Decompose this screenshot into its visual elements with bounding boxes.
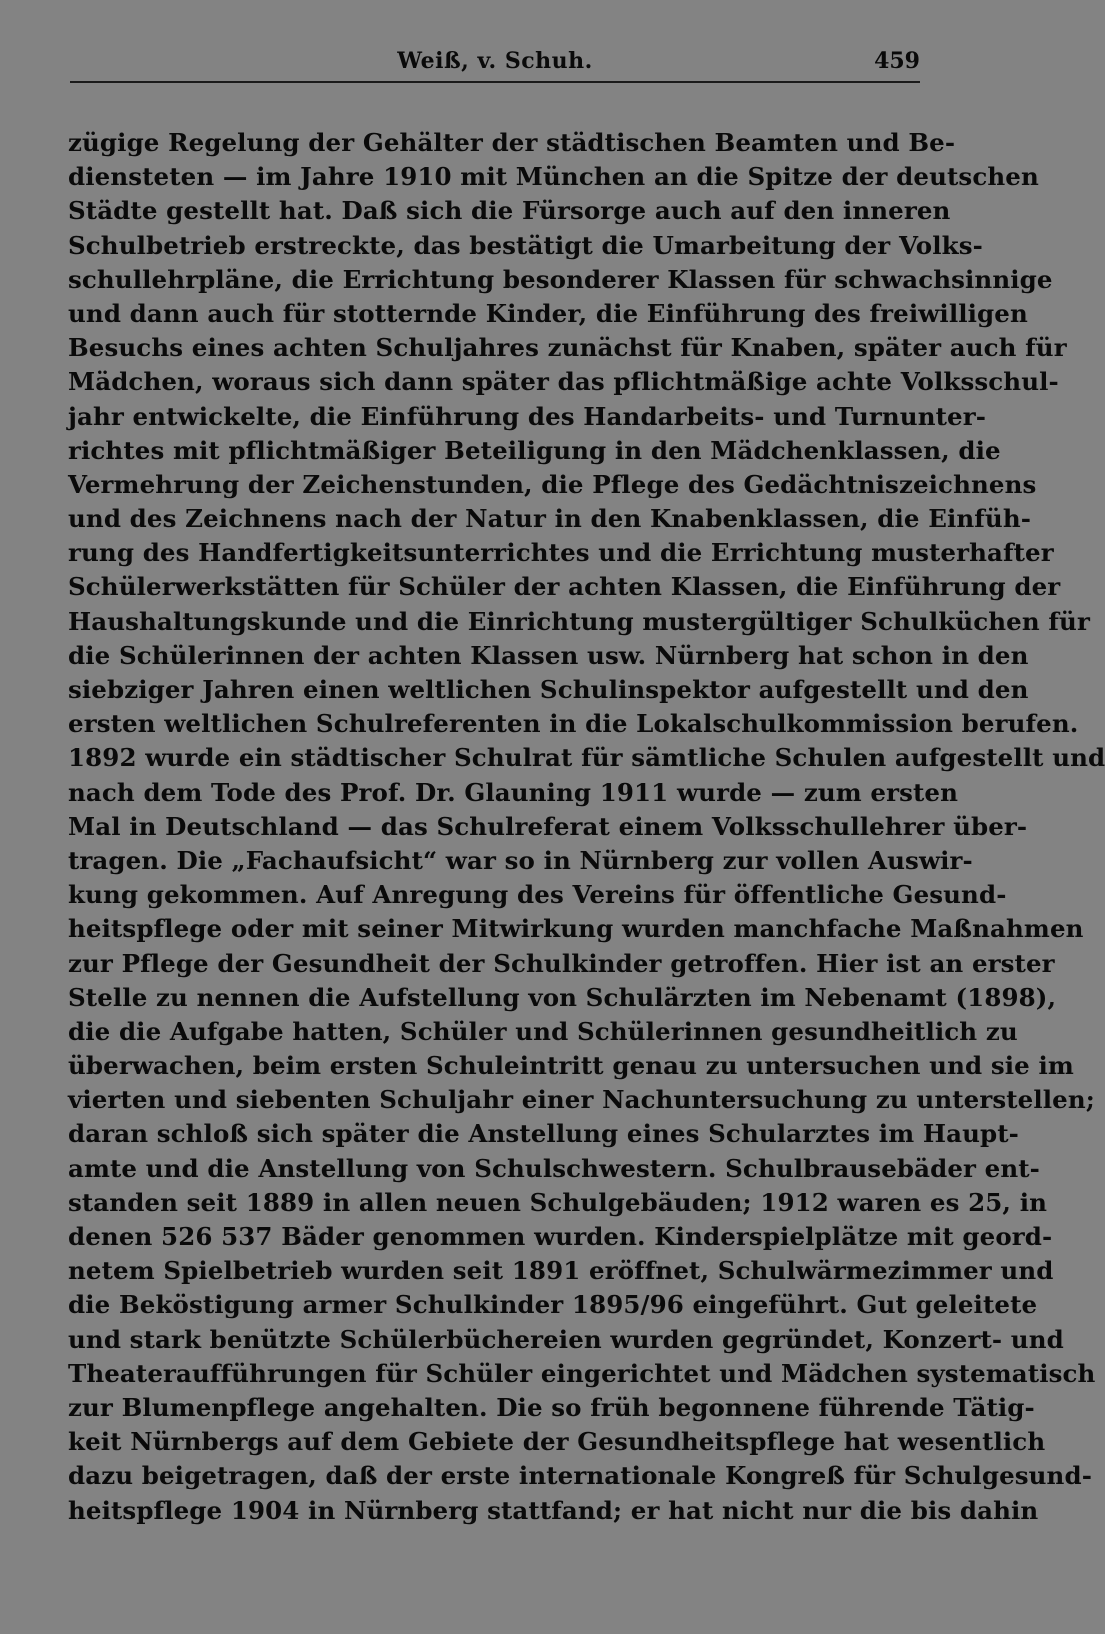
text-line: dazu beigetragen, daß der erste internationale Kongreß für Schulgesund- [68, 1461, 1092, 1491]
text-line: daran schloß sich später die Anstellung eines Schularztes im Haupt- [68, 1119, 1019, 1149]
text-line: die Schülerinnen der achten Klassen usw. Nürnberg hat schon in den [68, 640, 1029, 670]
text-line: richtes mit pflichtmäßiger Beteiligung in den Mädchenklassen, die [68, 435, 1001, 465]
page-number: 459 [874, 48, 920, 74]
text-line: Haushaltungskunde und die Einrichtung mustergültiger Schulküchen für [68, 606, 1090, 636]
text-line: und stark benützte Schülerbüchereien wurden gegründet, Konzert- und [68, 1324, 1064, 1354]
text-line: vierten und siebenten Schuljahr einer Nachuntersuchung zu unterstellen; [68, 1085, 1095, 1115]
text-line: denen 526 537 Bäder genommen wurden. Kinderspielplätze mit geord- [68, 1222, 1053, 1251]
text-line: schullehrpläne, die Errichtung besonderer Klassen für schwachsinnige [68, 264, 1053, 294]
text-line: Städte gestellt hat. Daß sich die Fürsorge auch auf den inneren [68, 196, 951, 226]
text-line: amte und die Anstellung von Schulschwestern. Schulbrausebäder ent- [68, 1153, 1040, 1183]
text-line: Besuchs eines achten Schuljahres zunächst für Knaben, später auch für [68, 333, 1067, 363]
text-line: 1892 wurde ein städtischer Schulrat für sämtliche Schulen aufgestellt und [68, 743, 1105, 773]
text-line: Mal in Deutschland — das Schulreferat einem Volksschullehrer über- [68, 811, 1028, 841]
text-line: Schulbetrieb erstreckte, das bestätigt die Umarbeitung der Volks- [68, 230, 983, 260]
text-line: netem Spielbetrieb wurden seit 1891 eröffnet, Schulwärmezimmer und [68, 1256, 1054, 1286]
text-line: heitspflege 1904 in Nürnberg stattfand; er hat nicht nur die bis dahin [68, 1495, 1039, 1525]
page-header [70, 48, 920, 88]
text-line: zügige Regelung der Gehälter der städtischen Beamten und Be- [68, 128, 956, 157]
text-line: diensteten — im Jahre 1910 mit München an die Spitze der deutschen [68, 162, 1039, 192]
text-line: standen seit 1889 in allen neuen Schulgebäuden; 1912 waren es 25, in [68, 1187, 1048, 1217]
text-line: ersten weltlichen Schulreferenten in die Lokalschulkommission berufen. [68, 709, 1079, 739]
text-line: rung des Handfertigkeitsunterrichtes und die Errichtung musterhafter [68, 538, 1054, 568]
text-line: tragen. Die „Fachaufsicht“ war so in Nürnberg zur vollen Auswir- [68, 845, 973, 875]
text-line: zur Pflege der Gesundheit der Schulkinder getroffen. Hier ist an erster [68, 948, 1055, 978]
header-rule [70, 81, 920, 83]
text-line: siebziger Jahren einen weltlichen Schulinspektor aufgestellt und den [68, 675, 1029, 704]
text-line: und des Zeichnens nach der Natur in den Knabenklassen, die Einfüh- [68, 504, 1032, 534]
text-line: Mädchen, woraus sich dann später das pflichtmäßige achte Volksschul- [68, 367, 1059, 397]
text-line: Schülerwerkstätten für Schüler der achten Klassen, die Einführung der [68, 572, 1061, 602]
text-line: nach dem Tode des Prof. Dr. Glauning 1911 wurde — zum ersten [68, 777, 959, 807]
text-line: die die Aufgabe hatten, Schüler und Schülerinnen gesundheitlich zu [68, 1016, 1018, 1046]
text-line: Theateraufführungen für Schüler eingerichtet und Mädchen systematisch [68, 1358, 1096, 1388]
text-line: die Beköstigung armer Schulkinder 1895/96 eingeführt. Gut geleitete [68, 1290, 1038, 1320]
running-head: Weiß, v. Schuh. [397, 48, 593, 74]
text-line: kung gekommen. Auf Anregung des Vereins für öffentliche Gesund- [68, 880, 1007, 910]
text-line: zur Blumenpflege angehalten. Die so früh begonnene führende Tätig- [68, 1392, 1035, 1422]
body-text [68, 126, 1105, 1528]
text-line: heitspflege oder mit seiner Mitwirkung wurden manchfache Maßnahmen [68, 914, 1084, 944]
text-line: Stelle zu nennen die Aufstellung von Schulärzten im Nebenamt (1898), [68, 982, 1057, 1012]
text-line: Vermehrung der Zeichenstunden, die Pflege des Gedächtniszeichnens [68, 469, 1037, 499]
text-line: keit Nürnbergs auf dem Gebiete der Gesundheitspflege hat wesentlich [68, 1427, 1046, 1457]
text-line: und dann auch für stotternde Kinder, die Einführung des freiwilligen [68, 298, 1028, 328]
text-line: überwachen, beim ersten Schuleintritt genau zu untersuchen und sie im [68, 1051, 1074, 1081]
text-line: jahr entwickelte, die Einführung des Handarbeits- und Turnunter- [68, 401, 986, 431]
